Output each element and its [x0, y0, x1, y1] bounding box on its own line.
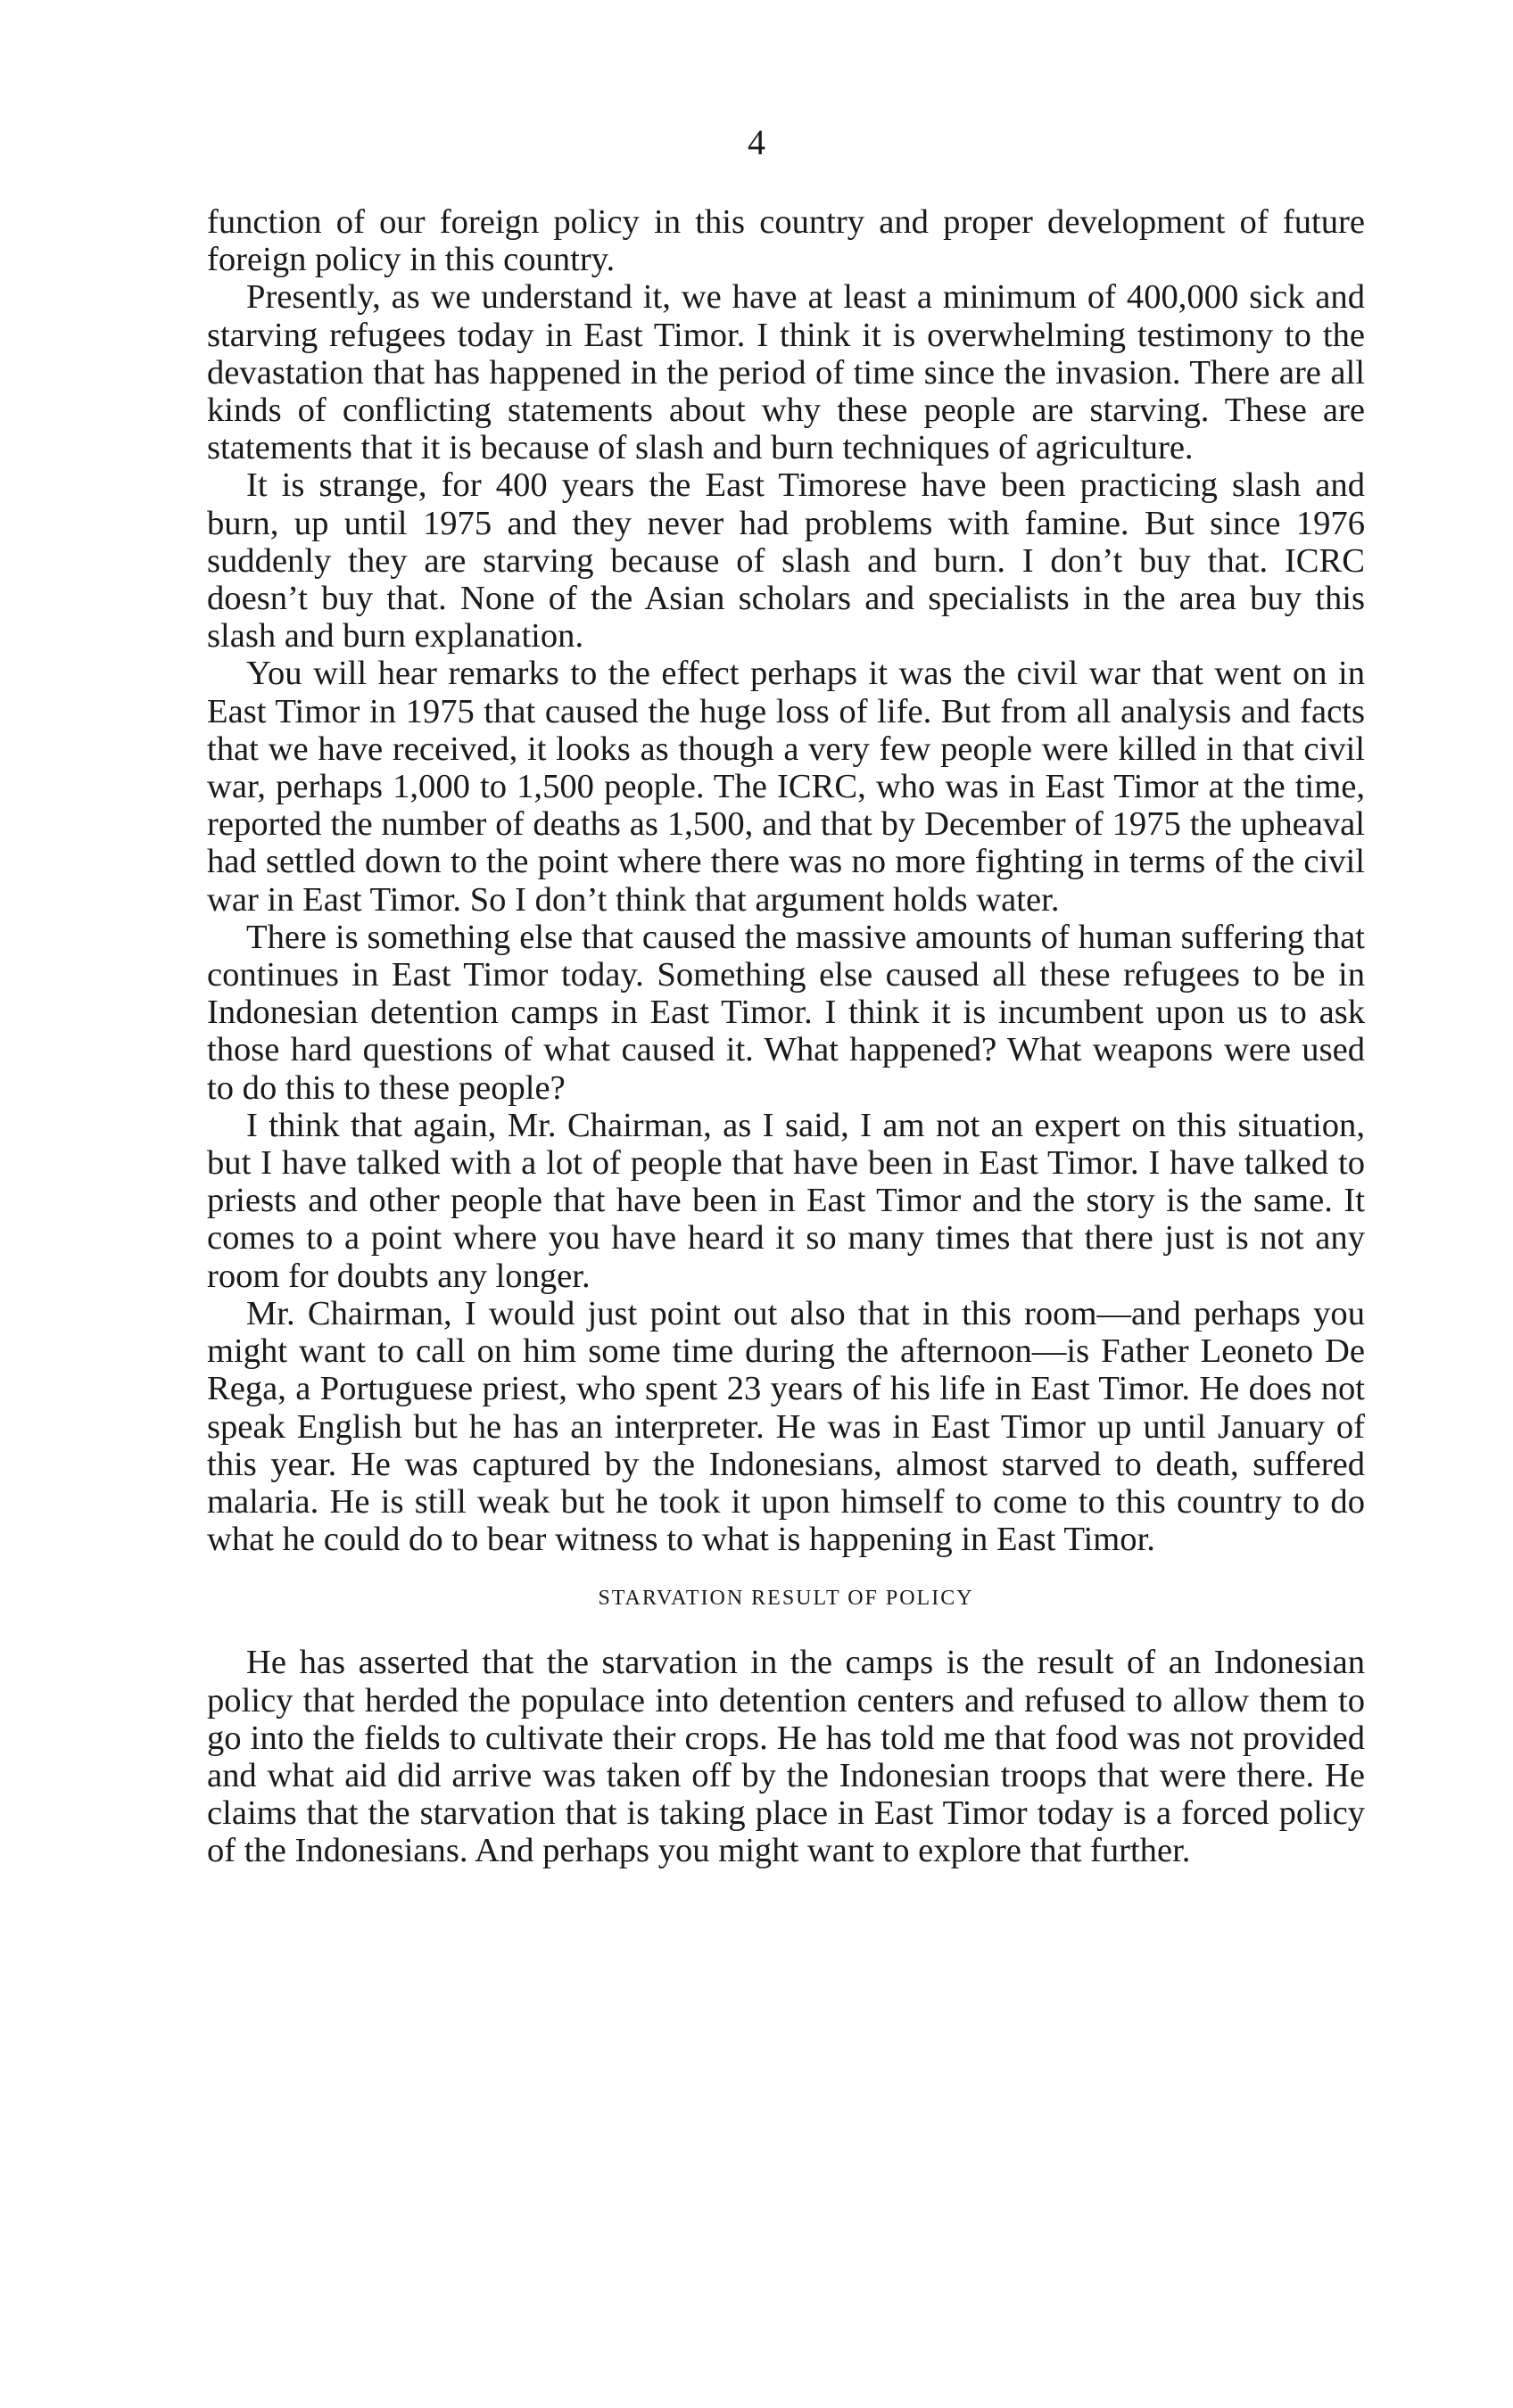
body-text [207, 203, 1365, 1870]
paragraph: Presently, as we understand it, we have at least a minimum of 400,000 sick and starving refugees today in East Timor. I think it is overwhelming testimony to the devastation that has happened in the period of time since the invasion. There are all kinds of conflicting statements about why these people are starving. These are statements that it is because of slash and burn techniques of agriculture. [207, 278, 1365, 467]
paragraph: I think that again, Mr. Chairman, as I said, I am not an expert on this situation, but I have talked with a lot of people that have been in East Timor. I have talked to priests and other people that have been in East Timor and the story is the same. It comes to a point where you have heard it so many times that there just is not any room for doubts any longer. [207, 1106, 1365, 1295]
page-number: 4 [748, 122, 765, 162]
paragraph: It is strange, for 400 years the East Timorese have been practicing slash and burn, up until 1975 and they never had problems with famine. But since 1976 suddenly they are starving because of slash and burn. I don’t buy that. ICRC doesn’t buy that. None of the Asian scholars and specialists in the area buy this slash and burn explanation. [207, 466, 1365, 656]
paragraph: There is something else that caused the massive amounts of human suffering that continues in East Timor today. Something else caused all these refugees to be in Indonesian detention camps in East Timor. I think it is incumbent upon us to ask those hard questions of what caused it. What happened? What weapons were used to do this to these people? [207, 918, 1365, 1107]
section-heading: STARVATION RESULT OF POLICY [598, 1587, 974, 1611]
paragraph: Mr. Chairman, I would just point out also that in this room—and perhaps you might want to call on him some time during the afternoon—is Father Leoneto De Rega, a Portuguese priest, who spent 23 years of his life in East Timor. He does not speak English but he has an interpreter. He was in East Timor up until January of this year. He was captured by the Indonesians, almost starved to death, suffered malaria. He is still weak but he took it upon himself to come to this country to do what he could do to bear witness to what is happening in East Timor. [207, 1294, 1365, 1559]
paragraph: function of our foreign policy in this country and proper development of future foreign policy in this country. [207, 203, 1365, 279]
paragraph: You will hear remarks to the effect perhaps it was the civil war that went on in East Timor in 1975 that caused the huge loss of life. But from all analysis and facts that we have received, it looks as though a very few people were killed in that civil war, perhaps 1,000 to 1,500 people. The ICRC, who was in East Timor at the time, reported the number of deaths as 1,500, and that by December of 1975 the upheaval had settled down to the point where there was no more fighting in terms of the civil war in East Timor. So I don’t think that argument holds water. [207, 655, 1365, 919]
paragraph: He has asserted that the starvation in the camps is the result of an Indonesian policy that herded the populace into detention centers and refused to allow them to go into the fields to cultivate their crops. He has told me that food was not provided and what aid did arrive was taken off by the Indonesian troops that were there. He claims that the starvation that is taking place in East Timor today is a forced policy of the Indonesians. And perhaps you might want to explore that further. [207, 1644, 1365, 1870]
